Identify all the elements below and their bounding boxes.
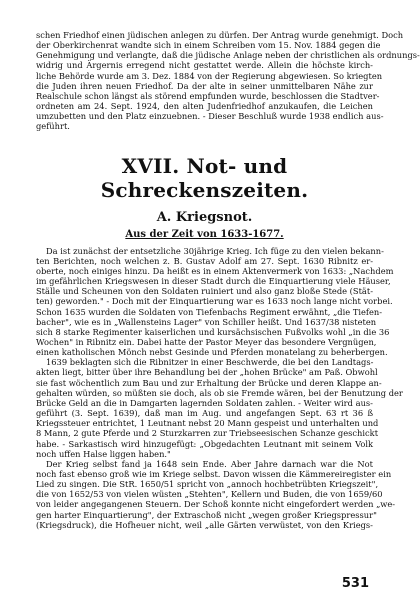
text-line: (Kriegsdruck), die Hofheuer nicht, weil „alle Gärten verwüstet, von den Kriegs- bbox=[36, 519, 373, 530]
text-line: ordneten am 24. Sept. 1924, den alten Judenfriedhof anzukaufen, die Leichen bbox=[36, 101, 373, 112]
subsection-title: Aus der Zeit von 1633-1677. bbox=[125, 228, 284, 240]
text-line: sie fast wöchentlich zum Bau und zur Erhaltung der Brücke und deren Klappe an- bbox=[36, 377, 382, 388]
text-line: noch fast ebenso groß wie im Kriege selbst. Davon wissen die Kämmereiregister ein bbox=[36, 469, 392, 479]
text-line: ten Berichten, noch welchen z. B. Gustav Adolf am 27. Sept. 1630 Ribnitz er- bbox=[36, 255, 373, 266]
section-title: A. Kriegsnot. bbox=[156, 209, 253, 225]
text-line: Ställe und Scheunen von den Soldaten ruiniert und also ganz bloße Stede (Stät- bbox=[36, 286, 374, 297]
text-line: Der Krieg selbst fand ja 1648 sein Ende. Aber Jahre darnach war die Not bbox=[46, 458, 373, 469]
text-line: widrig und Ärgernis erregend nicht gestattet werde. Allein die höchste kirch- bbox=[36, 60, 373, 71]
chapter-title: XVII. Not- und Schreckenszeiten. bbox=[100, 153, 309, 202]
paragraph-1 bbox=[36, 245, 394, 358]
text-line: geführt. bbox=[36, 121, 70, 132]
paragraph-3 bbox=[36, 458, 396, 530]
intro-paragraph bbox=[36, 30, 420, 132]
text-line: Da ist zunächst der entsetzliche 30jährige Krieg. Ich füge zu den vielen bekann- bbox=[46, 245, 384, 256]
text-line: ten) geworden." - Doch mit der Einquartierung war es 1633 noch lange nicht vorbei. bbox=[36, 296, 393, 307]
text-line: noch uffen Halse liggen haben." bbox=[36, 448, 171, 459]
text-line: bacher", wie es in „Wallensteins Lager" von Schiller heißt. Und 1637/38 nisteten bbox=[36, 316, 377, 327]
text-line: akten liegt, bitter über ihre Behandlung bei der „hohen Brücke" am Paß. Obwohl bbox=[36, 367, 378, 378]
paragraph-2 bbox=[36, 357, 403, 459]
text-line: 1639 beklagten sich die Ribnitzer in einer Beschwerde, die bei den Landtags- bbox=[46, 357, 374, 368]
text-line: Brücke Geld an die in Damgarten lagernden Soldaten zahlen. - Weiter wird aus- bbox=[36, 397, 373, 408]
text-line: Genehmigung und verlangte, daß die jüdische Anlage neben der christlichen als ordnungs- bbox=[36, 50, 420, 61]
text-line: Realschule schon längst als störend empfunden wurde, beschlossen die Stadtver- bbox=[36, 90, 380, 101]
text-line: oberte, noch einiges hinzu. Da heißt es in einem Aktenvermerk von 1633: „Nachdem bbox=[36, 265, 394, 276]
text-line: Wochen" in Ribnitz ein. Dabei hatte der Pastor Meyer das besondere Vergnügen, bbox=[36, 336, 377, 347]
text-line: geführt (3. Sept. 1639), daß man im Aug. und angefangen Sept. 63 rt 36 ß bbox=[36, 408, 373, 419]
page-number: 531 bbox=[341, 576, 369, 591]
text-line: Lied zu singen. Die StR. 1650/51 spricht von „annoch hochbetrübten Kriegszeit", bbox=[36, 479, 379, 490]
text-line: die von 1652/53 von vielen wüsten „Stehten", Kellern und Buden, die von 1659/60 bbox=[36, 489, 383, 500]
text-line: 8 Mann, 2 gute Pferde und 2 Sturzkarren zur Triebseesischen Schanze geschickt bbox=[36, 428, 379, 439]
text-line: gehalten würden, so müßten sie doch, als ob sie Fremde wären, bei der Benutzung der bbox=[36, 387, 403, 398]
text-line: Kriegssteuer entrichtet, 1 Leutnant nebst 20 Mann gespeist und unterhalten und bbox=[36, 418, 379, 429]
text-line: Schon 1635 wurden die Soldaten von Tiefenbachs Regiment erwähnt, „die Tiefen- bbox=[36, 306, 383, 317]
text-line: habe. - Sarkastisch wird hinzugefügt: „Obgedachten Leutnant mit seinem Volk bbox=[36, 438, 373, 449]
text-line: gen harter Einquartierung", der Extraschoß nicht „wegen großer Kriegspressur" bbox=[36, 509, 377, 520]
text-line: sich 8 starke Regimenter kaiserlichen und kursächsischen Fußvolks wohl „in die 36 bbox=[36, 326, 390, 337]
text-line: umzubetten und den Platz einzuebnen. - Dieser Beschluß wurde 1938 endlich aus- bbox=[36, 111, 384, 122]
text-line: liche Behörde wurde am 3. Dez. 1884 von der Regierung abgewiesen. So kriegten bbox=[36, 70, 383, 81]
text-line: von leider angegangenen Steuern. Der Schoß konnte nicht eingefordert werden „we- bbox=[36, 499, 396, 510]
text-line: einen katholischen Mönch nebst Gesinde und Pferden monatelang zu beherbergen. bbox=[36, 347, 388, 358]
text-line: im gefährlichen Kriegswesen in dieser Stadt durch die Einquartierung viele Häuser, bbox=[36, 276, 391, 287]
text-line: die Juden ihren neuen Friedhof. Da der alte in seiner unmittelbaren Nähe zur bbox=[36, 80, 373, 91]
text-line: der Oberkirchenrat wandte sich in einem Schreiben vom 15. Nov. 1884 gegen die bbox=[36, 40, 381, 51]
text-line: schen Friedhof einen jüdischen anlegen zu dürfen. Der Antrag wurde genehmigt. Doch bbox=[36, 30, 404, 40]
